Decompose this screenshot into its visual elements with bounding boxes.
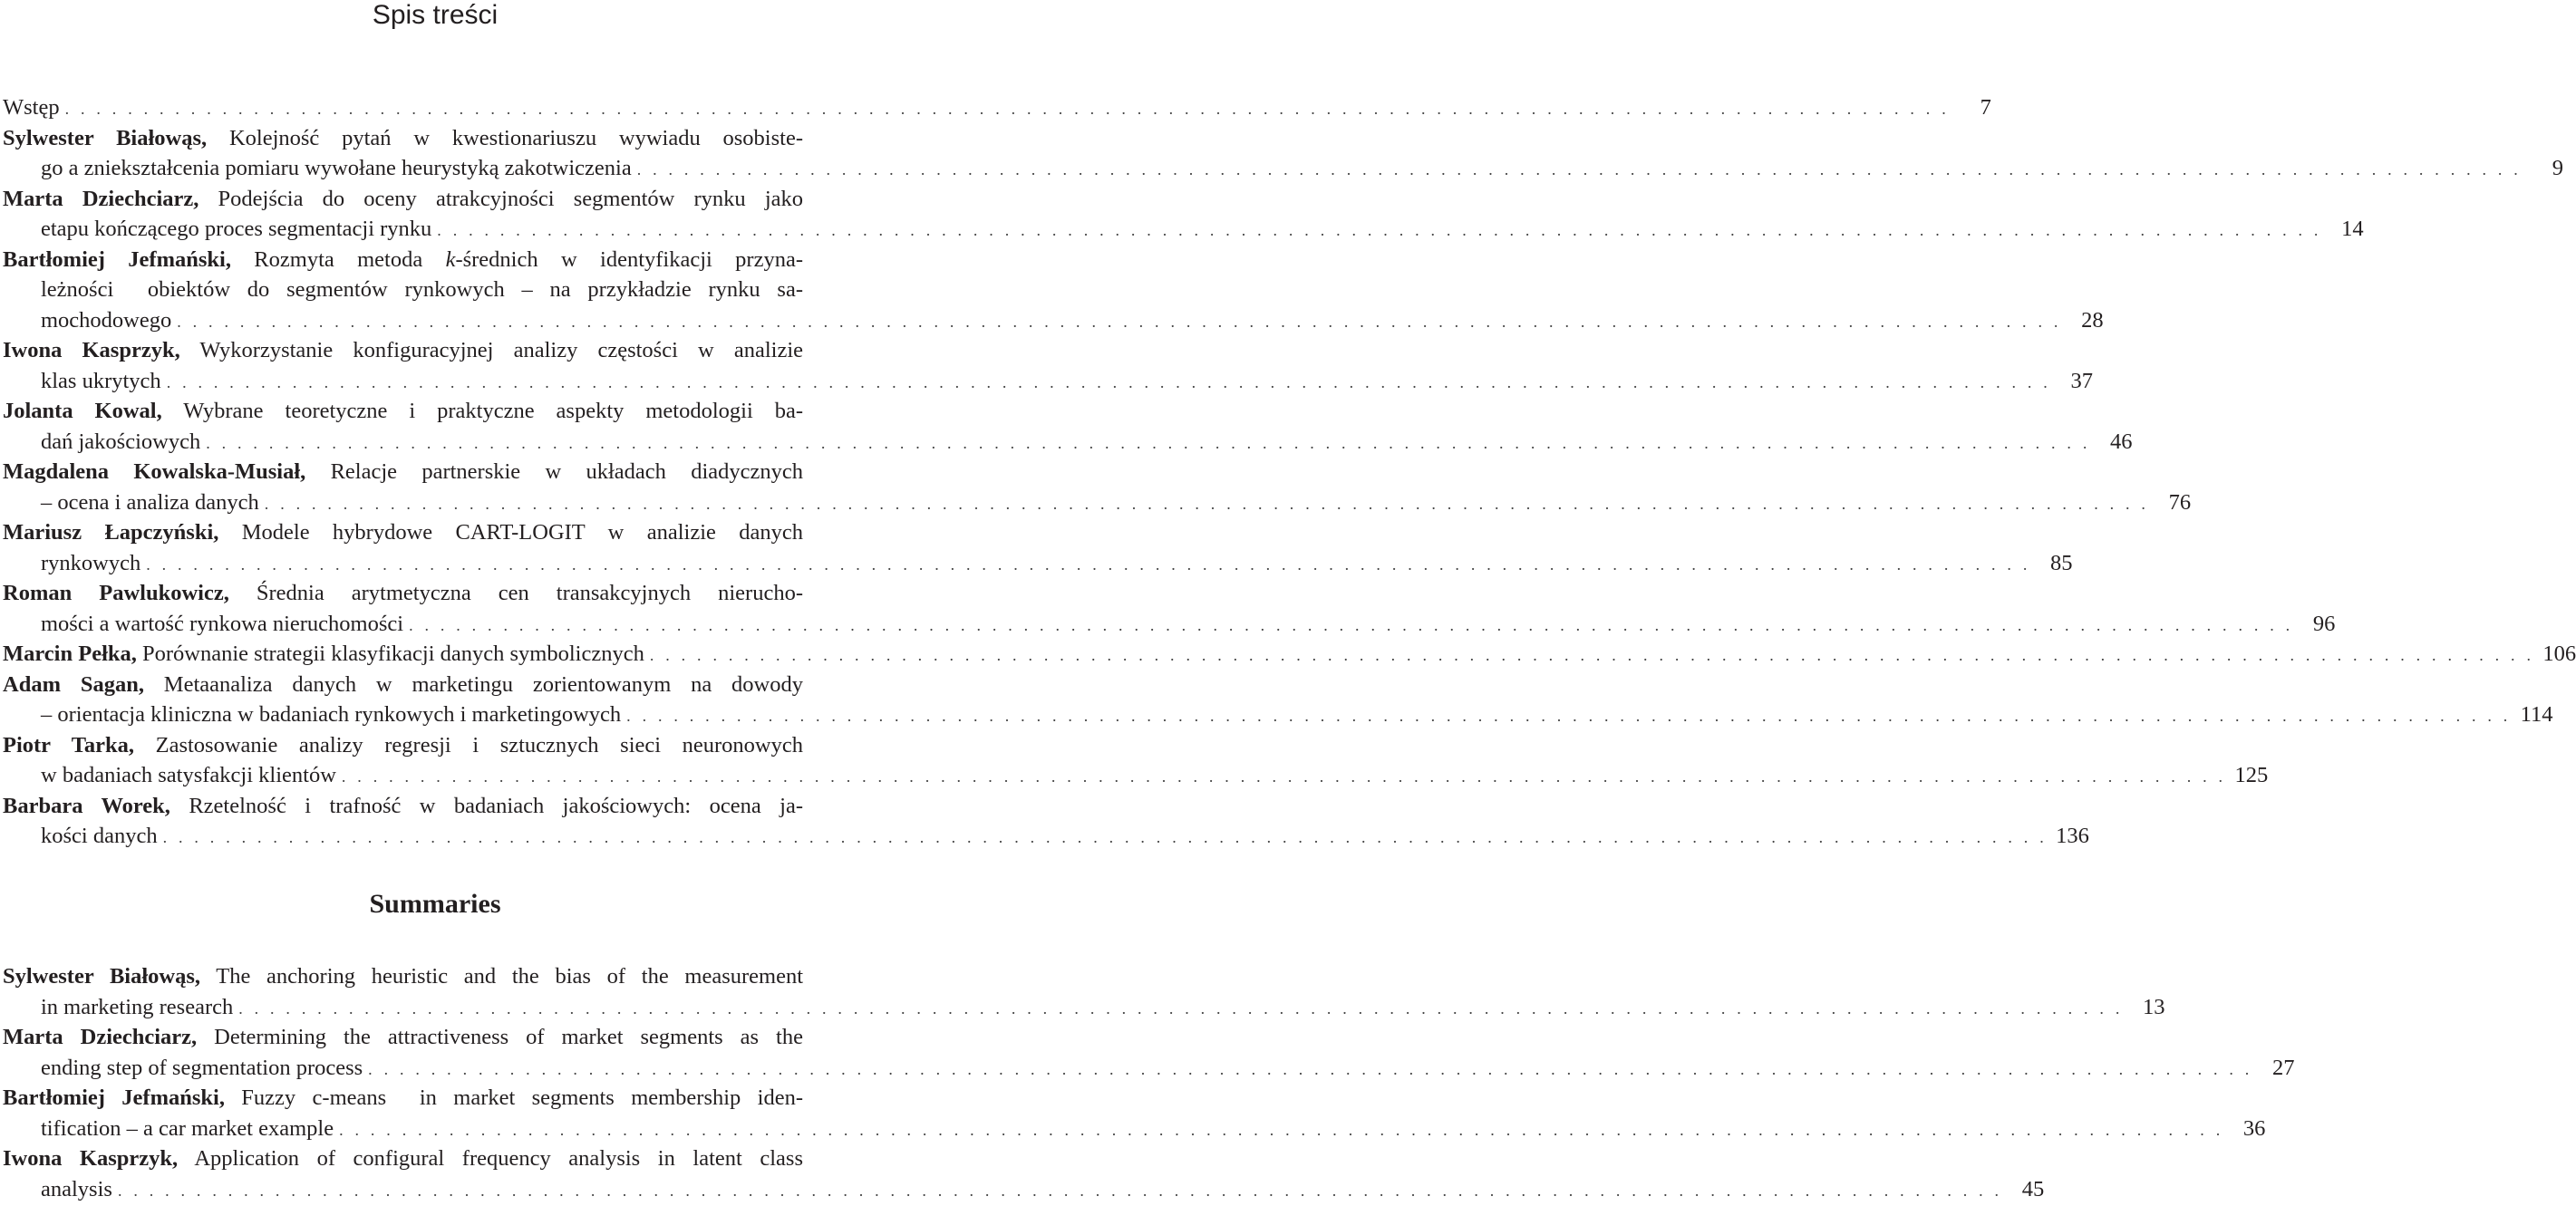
page-number: 45: [2008, 1174, 2044, 1205]
entry-author: Marcin Pełka,: [3, 642, 137, 666]
toc-entry[interactable]: [3, 961, 871, 1022]
toc-entry[interactable]: [3, 1143, 871, 1204]
contents-heading: Spis treści: [0, 0, 870, 31]
leader-dots: . . . . . . . . . . . . . . . . . . . . . . . . . . . . . . . . . . . . . . . . . . . . . . . . . . . . . . . . . . . . . . . . . . . . . . . . . . . . . . . . . . . . . . . . . . . . . . . . . . . . . . . . . . . . . . . . . . . . . . . .: [265, 489, 2149, 520]
toc-line: [3, 487, 870, 518]
entry-title: kości danych: [41, 824, 158, 848]
entry-author: Roman Pawlukowicz,: [3, 581, 229, 605]
toc-line-text: [41, 548, 140, 579]
entry-title: Metaanaliza danych w marketingu zorientowanym na dowody: [144, 672, 803, 697]
toc-entry[interactable]: [3, 578, 871, 639]
entry-title: klas ukrytych: [41, 369, 161, 393]
toc-line: [3, 699, 870, 730]
entry-title: rynkowych: [41, 551, 140, 575]
entry-title: go a zniekształcenia pomiaru wywołane heurystyką zakotwiczenia: [41, 156, 632, 180]
entry-author: Jolanta Kowal,: [3, 399, 162, 423]
entry-title: Wybrane teoretyczne i praktyczne aspekty metodologii ba-: [162, 399, 803, 423]
toc-line: [3, 609, 870, 640]
toc-entry[interactable]: [3, 184, 871, 245]
toc-entry[interactable]: [3, 245, 871, 336]
entry-title: Determining the attractiveness of market segments as the: [197, 1025, 803, 1049]
leader-dots: . . . . . . . . . . . . . . . . . . . . . . . . . . . . . . . . . . . . . . . . . . . . . . . . . . . . . . . . . . . . . . . . . . . . . . . . . . . . . . . . . . . . . . . . . . . . . . . . . . . . . . . . . . . . . . . . . . . . . . . .: [206, 429, 2090, 459]
toc-line: [3, 1143, 803, 1174]
entry-author: Barbara Worek,: [3, 794, 170, 818]
toc-line-text: [41, 214, 431, 245]
page-number: 125: [2232, 760, 2268, 791]
leader-dots: . . . . . . . . . . . . . . . . . . . . . . . . . . . . . . . . . . . . . . . . . . . . . . . . . . . . . . . . . . . . . . . . . . . . . . . . . . . . . . . . . . . . . . . . . . . . . . . . . . . . . . . . . . . . . . . . . . . . . . . .: [368, 1055, 2252, 1085]
toc-line: [3, 670, 803, 700]
page-number: 28: [2068, 305, 2104, 336]
toc-line: [3, 275, 803, 305]
page-number: 136: [2053, 821, 2089, 852]
toc-line: [3, 305, 870, 336]
toc-line-text: [3, 639, 644, 670]
entry-author: Mariusz Łapczyński,: [3, 520, 218, 545]
toc-line: [3, 184, 803, 215]
summaries-heading: Summaries: [0, 889, 870, 920]
entry-author: Marta Dziechciarz,: [3, 1025, 197, 1049]
entry-author: Sylwester Białowąs,: [3, 126, 207, 150]
toc-line-text: [41, 992, 233, 1023]
toc-entry[interactable]: [3, 1083, 871, 1143]
entry-title: Application of configural frequency analysis in latent class: [178, 1146, 803, 1171]
leader-dots: . . . . . . . . . . . . . . . . . . . . . . . . . . . . . . . . . . . . . . . . . . . . . . . . . . . . . . . . . . . . . . . . . . . . . . . . . . . . . . . . . . . . . . . . . . . . . . . . . . . . . . . . . . . . . . . . . . . . . . . .: [626, 701, 2511, 732]
toc-entry[interactable]: [3, 335, 871, 396]
toc-line-text: [41, 153, 632, 184]
toc-line: [3, 123, 803, 154]
entry-author: Bartłomiej Jefmański,: [3, 1085, 225, 1110]
toc-line-text: [41, 366, 161, 397]
page-number: 7: [1955, 92, 1991, 123]
entry-author: Adam Sagan,: [3, 672, 144, 697]
toc-line-text: [41, 760, 336, 791]
entry-title: k: [446, 247, 456, 272]
entry-title: w badaniach satysfakcji klientów: [41, 763, 336, 787]
page-number: 14: [2328, 214, 2364, 245]
toc-line: [3, 1174, 870, 1205]
page-number: 85: [2037, 548, 2073, 579]
leader-dots: . . . . . . . . . . . . . . . . . . . . . . . . . . . . . . . . . . . . . . . . . . . . . . . . . . . . . . . . . . . . . . . . . . . . . . . . . . . . . . . . . . . . . . . . . . . . . . . . . . . . . . . . . . . . . . . . . . . . . . . .: [118, 1176, 2002, 1206]
toc-line: [3, 1022, 803, 1053]
entry-title: Średnia arytmetyczna cen transakcyjnych nierucho-: [229, 581, 803, 605]
entry-author: Bartłomiej Jefmański,: [3, 247, 231, 272]
page-number: 76: [2155, 487, 2191, 518]
entry-title: in marketing research: [41, 995, 233, 1019]
toc-line: [3, 961, 803, 992]
toc-entry[interactable]: [3, 457, 871, 517]
contents-list: [3, 92, 871, 852]
entry-title: Podejścia do oceny atrakcyjności segmentów rynku jako: [199, 187, 803, 211]
entry-author: Iwona Kasprzyk,: [3, 338, 180, 362]
toc-line: [3, 153, 870, 184]
page-number: 36: [2229, 1114, 2265, 1144]
toc-line: [3, 366, 870, 397]
toc-entry[interactable]: [3, 791, 871, 852]
page-number: 37: [2057, 366, 2093, 397]
summaries-list: [3, 961, 871, 1204]
toc-line-text: [41, 1053, 363, 1084]
entry-title: – orientacja kliniczna w badaniach rynkowych i marketingowych: [41, 702, 621, 727]
leader-dots: . . . . . . . . . . . . . . . . . . . . . . . . . . . . . . . . . . . . . . . . . . . . . . . . . . . . . . . . . . . . . . . . . . . . . . . . . . . . . . . . . . . . . . . . . . . . . . . . . . . . . . . . . . . . . . . . . . . . . . . .: [146, 550, 2030, 581]
entry-title: Rzetelność i trafność w badaniach jakościowych: ocena ja-: [170, 794, 803, 818]
entry-title: Wykorzystanie konfiguracyjnej analizy częstości w analizie: [180, 338, 803, 362]
entry-title: mości a wartość rynkowa nieruchomości: [41, 612, 403, 636]
entry-title: Kolejność pytań w kwestionariuszu wywiadu osobiste-: [207, 126, 803, 150]
toc-line: [3, 396, 803, 427]
entry-author: Piotr Tarka,: [3, 733, 134, 757]
leader-dots: . . . . . . . . . . . . . . . . . . . . . . . . . . . . . . . . . . . . . . . . . . . . . . . . . . . . . . . . . . . . . . . . . . . . . . . . . . . . . . . . . . . . . . . . . . . . . . . . . . . . . . . . . . . . . . . . . . . . . . . .: [409, 611, 2293, 642]
toc-line-text: [41, 699, 621, 730]
entry-author: Sylwester Białowąs,: [3, 964, 200, 989]
leader-dots: . . . . . . . . . . . . . . . . . . . . . . . . . . . . . . . . . . . . . . . . . . . . . . . . . . . . . . . . . . . . . . . . . . . . . . . . . . . . . . . . . . . . . . . . . . . . . . . . . . . . . . . . . . . . . . . . . . . . . . . .: [163, 823, 2048, 854]
page-number: 96: [2299, 609, 2335, 640]
entry-title: Zastosowanie analizy regresji i sztucznych sieci neuronowych: [134, 733, 803, 757]
toc-line-text: [41, 821, 158, 852]
toc-entry[interactable]: [3, 396, 871, 457]
toc-line: [3, 335, 803, 366]
toc-line: [3, 245, 803, 275]
entry-title: dań jakościowych: [41, 429, 200, 454]
leader-dots: . . . . . . . . . . . . . . . . . . . . . . . . . . . . . . . . . . . . . . . . . . . . . . . . . . . . . . . . . . . . . . . . . . . . . . . . . . . . . . . . . . . . . . . . . . . . . . . . . . . . . . . . . . . . . . . . . . . . . . . .: [65, 94, 1950, 125]
toc-line: [3, 821, 870, 852]
toc-line: [3, 760, 870, 791]
leader-dots: . . . . . . . . . . . . . . . . . . . . . . . . . . . . . . . . . . . . . . . . . . . . . . . . . . . . . . . . . . . . . . . . . . . . . . . . . . . . . . . . . . . . . . . . . . . . . . . . . . . . . . . . . . . . . . . . . . . . . . . .: [650, 641, 2534, 671]
entry-title: leżności obiektów do segmentów rynkowych – na przykładzie rynku sa-: [41, 277, 803, 302]
entry-title: etapu kończącego proces segmentacji rynku: [41, 217, 431, 241]
toc-line: [3, 1053, 870, 1084]
toc-entry[interactable]: [3, 639, 871, 670]
entry-author: Iwona Kasprzyk,: [3, 1146, 178, 1171]
toc-entry[interactable]: [3, 670, 871, 730]
entry-title: tification – a car market example: [41, 1116, 334, 1141]
toc-line: [3, 92, 870, 123]
leader-dots: . . . . . . . . . . . . . . . . . . . . . . . . . . . . . . . . . . . . . . . . . . . . . . . . . . . . . . . . . . . . . . . . . . . . . . . . . . . . . . . . . . . . . . . . . . . . . . . . . . . . . . . . . . . . . . . . . . . . . . . .: [437, 216, 2321, 246]
toc-line: [3, 791, 803, 822]
toc-line: [3, 548, 870, 579]
toc-line: [3, 578, 803, 609]
page-number: 106: [2540, 639, 2576, 670]
toc-line: [3, 992, 870, 1023]
leader-dots: . . . . . . . . . . . . . . . . . . . . . . . . . . . . . . . . . . . . . . . . . . . . . . . . . . . . . . . . . . . . . . . . . . . . . . . . . . . . . . . . . . . . . . . . . . . . . . . . . . . . . . . . . . . . . . . . . . . . . . . .: [238, 994, 2123, 1025]
toc-line: [3, 1114, 870, 1144]
toc-line-text: [3, 92, 60, 123]
toc-entry[interactable]: [3, 92, 871, 123]
page-number: 9: [2527, 153, 2563, 184]
leader-dots: . . . . . . . . . . . . . . . . . . . . . . . . . . . . . . . . . . . . . . . . . . . . . . . . . . . . . . . . . . . . . . . . . . . . . . . . . . . . . . . . . . . . . . . . . . . . . . . . . . . . . . . . . . . . . . . . . . . . . . . .: [342, 762, 2226, 793]
toc-line: [3, 457, 803, 487]
leader-dots: . . . . . . . . . . . . . . . . . . . . . . . . . . . . . . . . . . . . . . . . . . . . . . . . . . . . . . . . . . . . . . . . . . . . . . . . . . . . . . . . . . . . . . . . . . . . . . . . . . . . . . . . . . . . . . . . . . . . . . . .: [637, 155, 2522, 186]
toc-entry[interactable]: [3, 1022, 871, 1083]
entry-title: Porównanie strategii klasyfikacji danych symbolicznych: [137, 642, 644, 666]
leader-dots: . . . . . . . . . . . . . . . . . . . . . . . . . . . . . . . . . . . . . . . . . . . . . . . . . . . . . . . . . . . . . . . . . . . . . . . . . . . . . . . . . . . . . . . . . . . . . . . . . . . . . . . . . . . . . . . . . . . . . . . .: [167, 368, 2051, 399]
toc-line: [3, 1083, 803, 1114]
entry-title: Rozmyta metoda: [231, 247, 446, 272]
toc-line-text: [41, 487, 259, 518]
entry-title: – ocena i analiza danych: [41, 490, 259, 515]
entry-title: Modele hybrydowe CART-LOGIT w analizie danych: [218, 520, 803, 545]
entry-title: ending step of segmentation process: [41, 1056, 363, 1080]
toc-line-text: [41, 305, 171, 336]
toc-entry[interactable]: [3, 123, 871, 184]
entry-title: mochodowego: [41, 308, 171, 333]
toc-line: [3, 214, 870, 245]
toc-line-text: [41, 1174, 112, 1205]
entry-title: -średnich w identyfikacji przyna-: [455, 247, 803, 272]
entry-title: Fuzzy c-means in market segments membership iden-: [225, 1085, 803, 1110]
toc-line: [3, 730, 803, 761]
page-number: 27: [2258, 1053, 2294, 1084]
toc-line: [3, 517, 803, 548]
toc-line: [3, 427, 870, 458]
entry-author: Magdalena Kowalska-Musiał,: [3, 459, 305, 484]
page-number: 46: [2097, 427, 2133, 458]
toc-entry[interactable]: [3, 730, 871, 791]
toc-line-text: [41, 1114, 334, 1144]
toc-line-text: [41, 609, 403, 640]
toc-line-text: [41, 427, 200, 458]
entry-title: analysis: [41, 1177, 112, 1201]
toc-line: [3, 639, 870, 670]
entry-title: Wstęp: [3, 95, 60, 120]
page-number: 13: [2129, 992, 2165, 1023]
leader-dots: . . . . . . . . . . . . . . . . . . . . . . . . . . . . . . . . . . . . . . . . . . . . . . . . . . . . . . . . . . . . . . . . . . . . . . . . . . . . . . . . . . . . . . . . . . . . . . . . . . . . . . . . . . . . . . . . . . . . . . . .: [177, 307, 2061, 338]
leader-dots: . . . . . . . . . . . . . . . . . . . . . . . . . . . . . . . . . . . . . . . . . . . . . . . . . . . . . . . . . . . . . . . . . . . . . . . . . . . . . . . . . . . . . . . . . . . . . . . . . . . . . . . . . . . . . . . . . . . . . . . .: [339, 1115, 2223, 1146]
page-number: 114: [2516, 699, 2552, 730]
entry-title: The anchoring heuristic and the bias of the measurement: [200, 964, 803, 989]
entry-title: Relacje partnerskie w układach diadycznych: [305, 459, 803, 484]
entry-author: Marta Dziechciarz,: [3, 187, 199, 211]
toc-entry[interactable]: [3, 517, 871, 578]
